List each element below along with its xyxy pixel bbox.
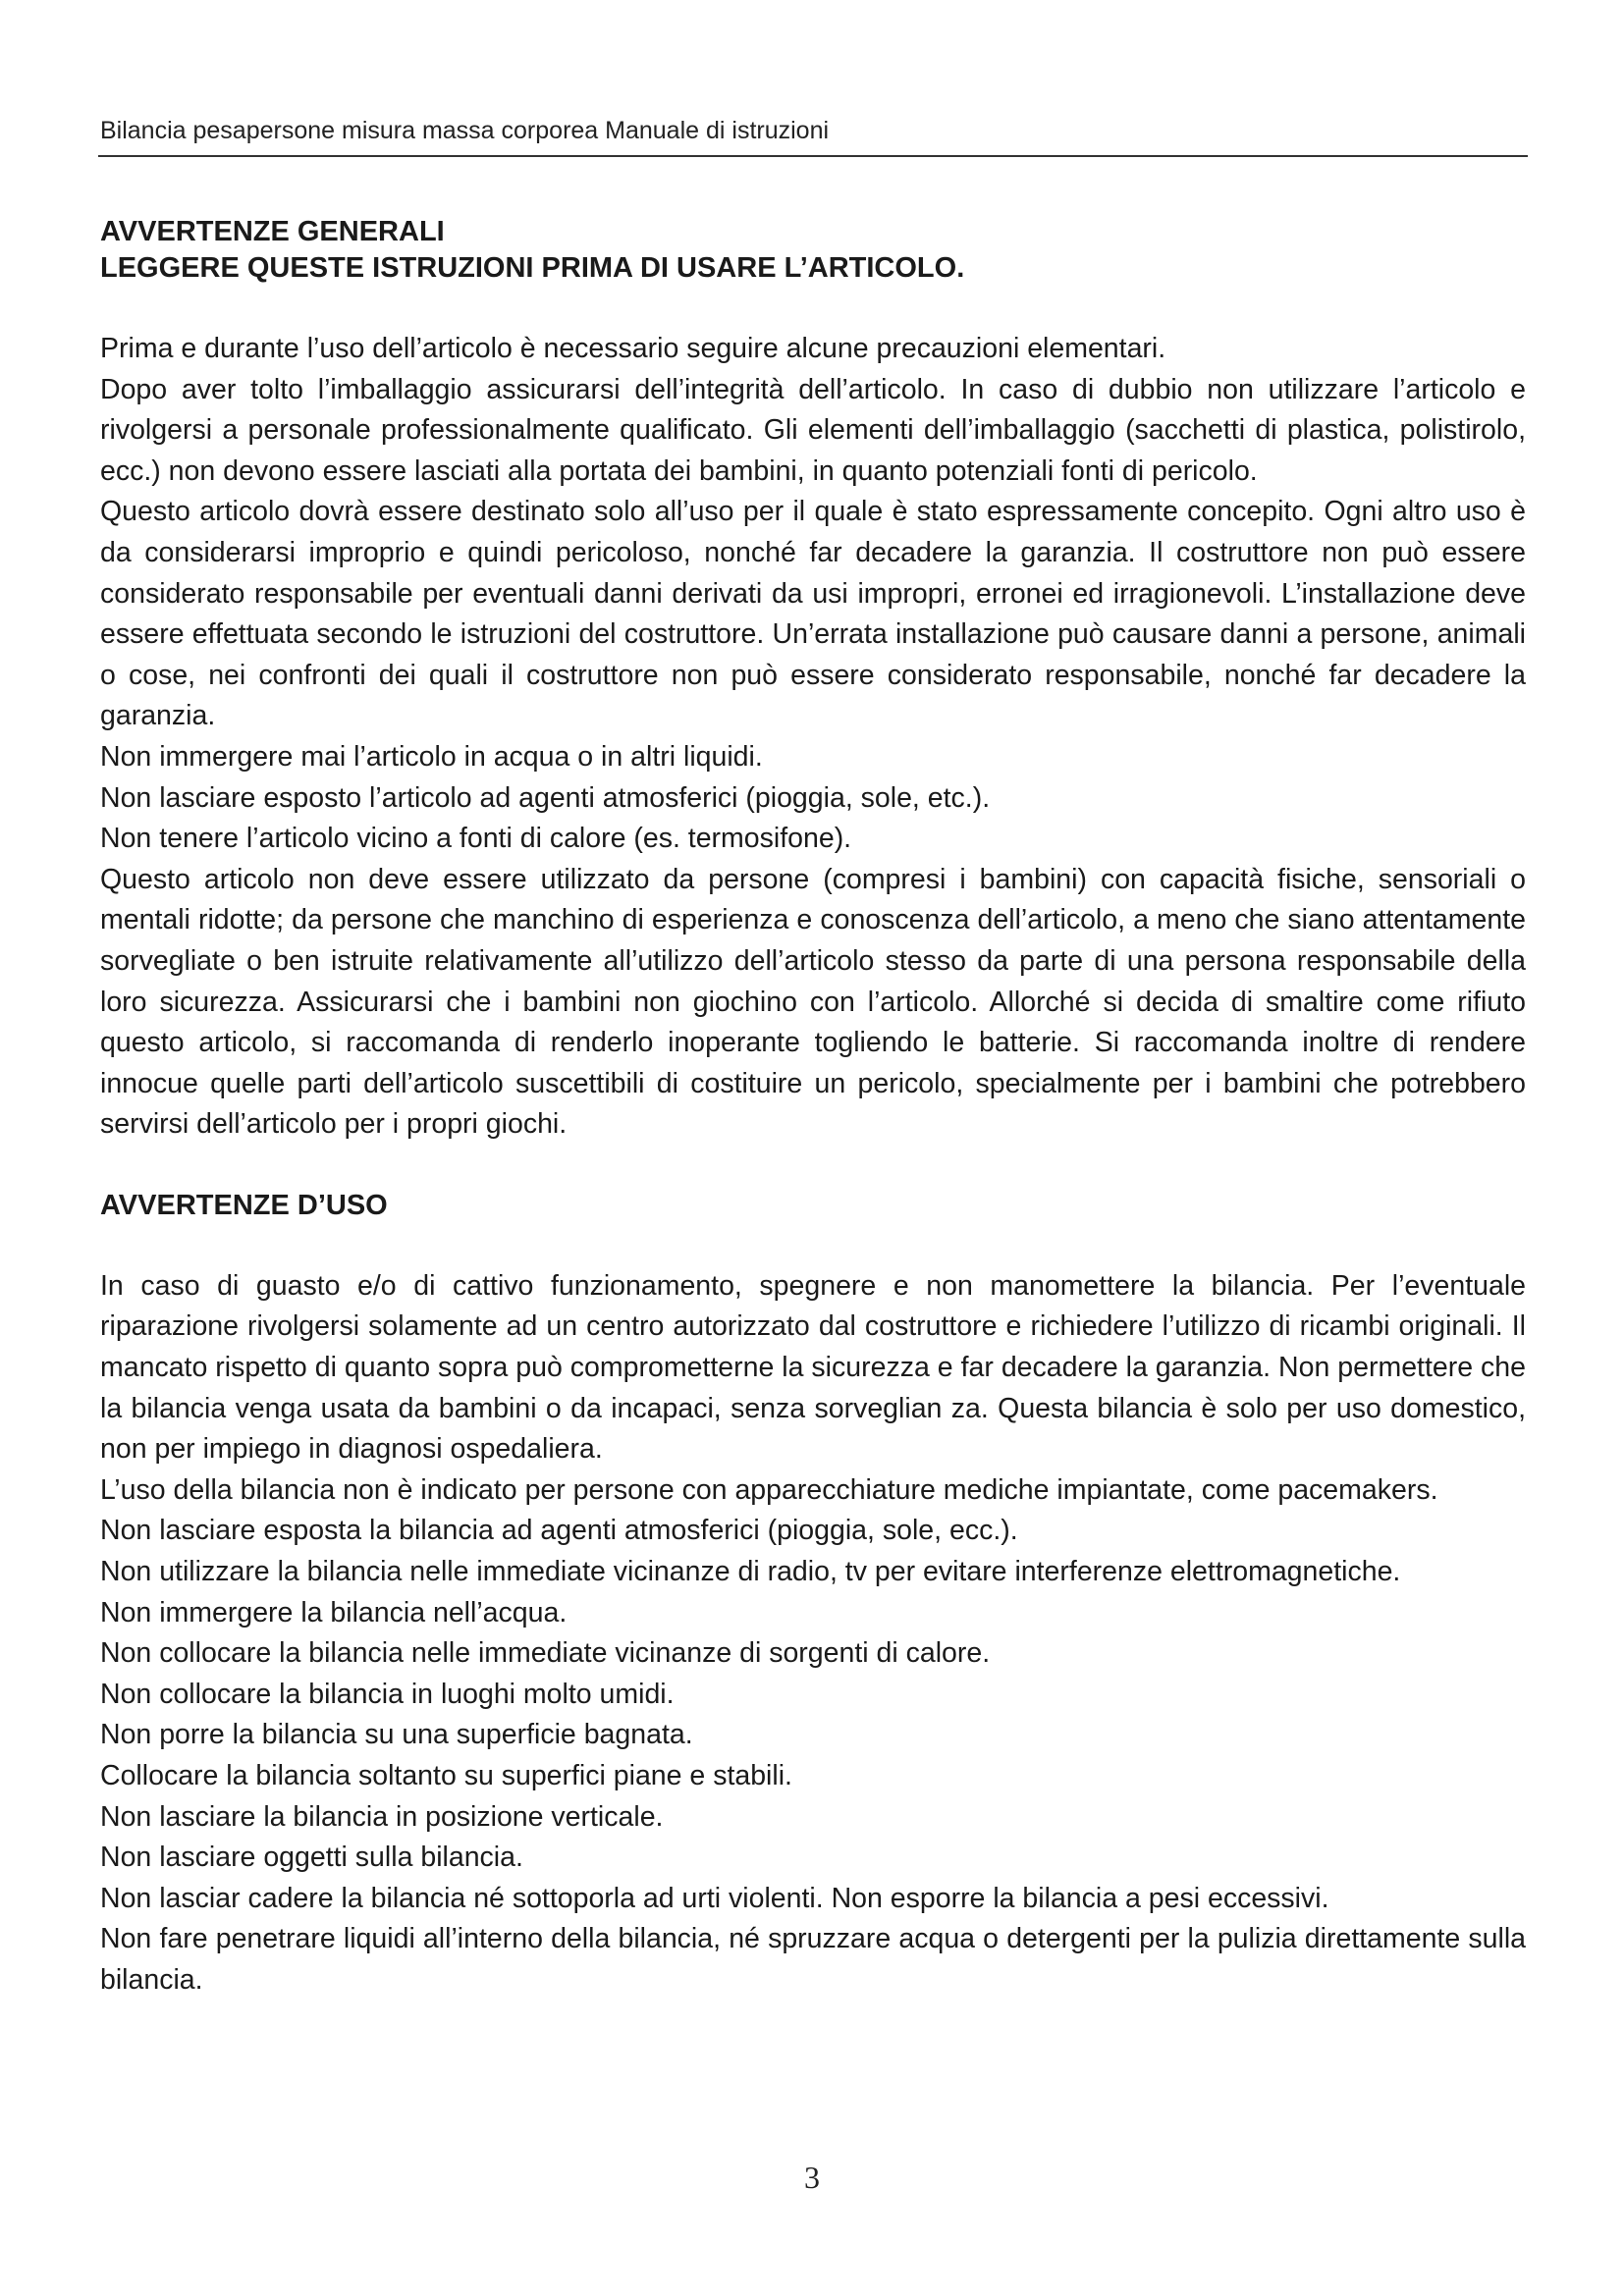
page-number: 3: [804, 2160, 820, 2195]
paragraph: Non collocare la bilancia nelle immediate vicinanze di sorgenti di calore.: [100, 1637, 991, 1670]
usage-warnings-body: [100, 1266, 1526, 2002]
paragraph: Non immergere la bilancia nell’acqua.: [100, 1596, 568, 1629]
paragraph: Non porre la bilancia su una superficie bagnata.: [100, 1719, 693, 1751]
paragraph: Non immergere mai l’articolo in acqua o in altri liquidi.: [100, 740, 763, 773]
spacer: [100, 287, 1526, 329]
paragraph: Non tenere l’articolo vicino a fonti di calore (es. termosifone).: [100, 823, 852, 855]
general-warnings-body: [100, 329, 1526, 1146]
section-usage-warnings: [100, 1188, 1526, 2002]
page-content: [100, 214, 1526, 2002]
paragraph: Non lasciare la bilancia in posizione verticale.: [100, 1800, 664, 1833]
spacer: [100, 1224, 1526, 1266]
section-title-usage-warnings: AVVERTENZE D’USO: [100, 1189, 388, 1221]
section-general-warnings: [100, 214, 1526, 1146]
paragraph: Non lasciare esposta la bilancia ad agenti atmosferici (pioggia, sole, ecc.).: [100, 1515, 1018, 1547]
header-divider: [98, 155, 1528, 157]
spacer: [100, 1146, 1526, 1188]
paragraph: Non collocare la bilancia in luoghi molto umidi.: [100, 1678, 675, 1710]
paragraph: Non lasciar cadere la bilancia né sottoporla ad urti violenti. Non esporre la bilancia a pesi eccessivi.: [100, 1882, 1329, 1914]
paragraph: In caso di guasto e/o di cattivo funzionamento, spegnere e non manomettere la bilancia. Per l’eventuale riparazione rivolgersi solamente ad un centro autorizzato dal costruttore e richiedere l’utilizzo di ricambi originali. Il mancato rispetto di quanto sopra può comprometterne la sicurezza e far decadere la garanzia. Non permettere che la bilancia venga usata da bambini o da incapaci, senza sorveglian za. Questa bilancia è solo per uso domestico, non per impiego in diagnosi ospedaliera.: [100, 1269, 1526, 1466]
section-subtitle-read-instructions: LEGGERE QUESTE ISTRUZIONI PRIMA DI USARE L’ARTICOLO.: [100, 252, 965, 284]
paragraph: Collocare la bilancia soltanto su superfici piane e stabili.: [100, 1760, 792, 1791]
paragraph: Non lasciare esposto l’articolo ad agenti atmosferici (pioggia, sole, etc.).: [100, 781, 991, 814]
paragraph: Non utilizzare la bilancia nelle immediate vicinanze di radio, tv per evitare interferenze elettromagnetiche.: [100, 1556, 1401, 1588]
paragraph: Questo articolo non deve essere utilizzato da persone (compresi i bambini) con capacità fisiche, sensoriali o mentali ridotte; da persone che manchino di esperienza e conoscenza dell’articolo, a meno che siano attentamente sorvegliate o ben istruite relativamente all’utilizzo dell’articolo stesso da parte di una persona responsabile della loro sicurezza. Assicurarsi che i bambini non giochino con l’articolo. Allorché si decida di smaltire come rifiuto questo articolo, si raccomanda di renderlo inoperante togliendo le batterie. Si raccomanda inoltre di rendere innocue quelle parti dell’articolo suscettibili di costituire un pericolo, specialmente per i bambini che potrebbero servirsi dell’articolo per i propri giochi.: [100, 863, 1526, 1141]
paragraph: Prima e durante l’uso dell’articolo è necessario seguire alcune precauzioni elementari.: [100, 333, 1166, 364]
section-title-general-warnings: AVVERTENZE GENERALI: [100, 216, 445, 247]
paragraph: Non fare penetrare liquidi all’interno della bilancia, né spruzzare acqua o detergenti per la pulizia direttamente sulla bilancia.: [100, 1923, 1526, 1996]
paragraph: Questo articolo dovrà essere destinato solo all’uso per il quale è stato espressamente concepito. Ogni altro uso è da considerarsi improprio e quindi pericoloso, nonché far decadere la garanzia. Il costruttore non può essere considerato responsabile per eventuali danni derivati da usi impropri, erronei ed irragionevoli. L’installazione deve essere effettuata secondo le istruzioni del costruttore. Un’errata installazione può causare danni a persone, animali o cose, nei confronti dei quali il costruttore non può essere considerato responsabile, nonché far decadere la garanzia.: [100, 496, 1526, 732]
paragraph: Non lasciare oggetti sulla bilancia.: [100, 1842, 523, 1874]
paragraph: Dopo aver tolto l’imballaggio assicurarsi dell’integrità dell’articolo. In caso di dubbio non utilizzare l’articolo e rivolgersi a personale professionalmente qualificato. Gli elementi dell’imballaggio (sacchetti di plastica, polistirolo, ecc.) non devono essere lasciati alla portata dei bambini, in quanto potenziali fonti di pericolo.: [100, 373, 1526, 487]
running-header: Bilancia pesapersone misura massa corporea Manuale di istruzioni: [100, 117, 830, 144]
paragraph: L’uso della bilancia non è indicato per persone con apparecchiature mediche impiantate, come pacemakers.: [100, 1473, 1438, 1506]
